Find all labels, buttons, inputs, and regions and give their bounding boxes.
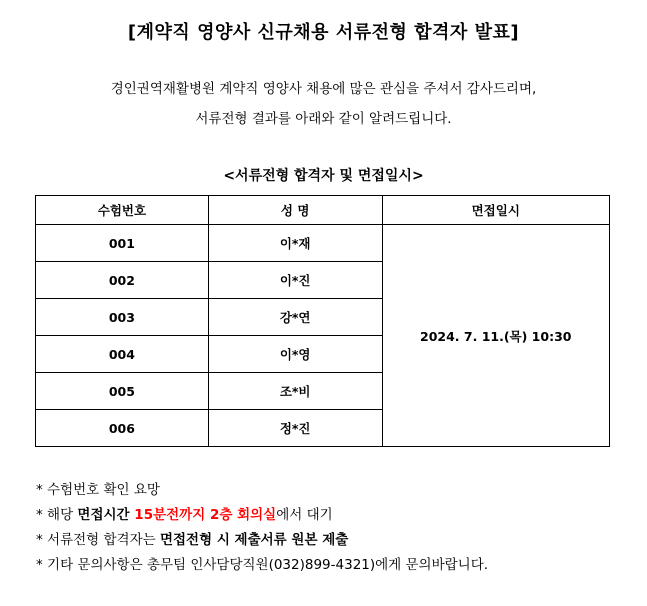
name-cell: 정*진 <box>208 410 382 447</box>
note-text: * 서류전형 합격자는 <box>36 532 160 548</box>
header-name: 성 명 <box>208 196 382 225</box>
name-cell: 이*영 <box>208 336 382 373</box>
note-emphasis: 면접전형 시 제출서류 원본 제출 <box>159 532 349 548</box>
note-text: 에서 대기 <box>276 507 333 523</box>
note-waiting-place <box>36 503 488 528</box>
intro-line-2: 서류전형 결과를 아래와 같이 알려드립니다. <box>195 111 452 127</box>
interview-datetime-cell: 2024. 7. 11.(목) 10:30 <box>382 225 610 447</box>
section-title: <서류전형 합격자 및 면접일시> <box>223 168 424 184</box>
table-row <box>36 225 610 262</box>
exam-number-cell: 004 <box>36 336 209 373</box>
result-table <box>35 195 610 447</box>
page-title: [계약직 영양사 신규채용 서류전형 합격자 발표] <box>127 22 520 43</box>
note-original-documents <box>36 528 488 553</box>
note-contact: * 기타 문의사항은 총무팀 인사담당직원(032)899-4321)에게 문의바랍니다. <box>36 557 489 573</box>
name-cell: 이*재 <box>208 225 382 262</box>
name-cell: 강*연 <box>208 299 382 336</box>
exam-number-cell: 005 <box>36 373 209 410</box>
table-header-row <box>36 196 610 225</box>
note-emphasis: 면접시간 <box>77 507 135 523</box>
note-highlight: 15분전까지 2층 회의실 <box>134 507 277 523</box>
exam-number-cell: 002 <box>36 262 209 299</box>
header-exam-number: 수험번호 <box>36 196 209 225</box>
exam-number-cell: 006 <box>36 410 209 447</box>
exam-number-cell: 003 <box>36 299 209 336</box>
intro-line-1: 경인권역재활병원 계약직 영양사 채용에 많은 관심을 주셔서 감사드리며, <box>110 81 537 97</box>
notes-list <box>36 478 488 578</box>
exam-number-cell: 001 <box>36 225 209 262</box>
name-cell: 이*진 <box>208 262 382 299</box>
name-cell: 조*비 <box>208 373 382 410</box>
header-interview-datetime: 면접일시 <box>382 196 610 225</box>
note-text: * 해당 <box>36 507 78 523</box>
note-check-exam-number: * 수험번호 확인 요망 <box>36 482 160 498</box>
